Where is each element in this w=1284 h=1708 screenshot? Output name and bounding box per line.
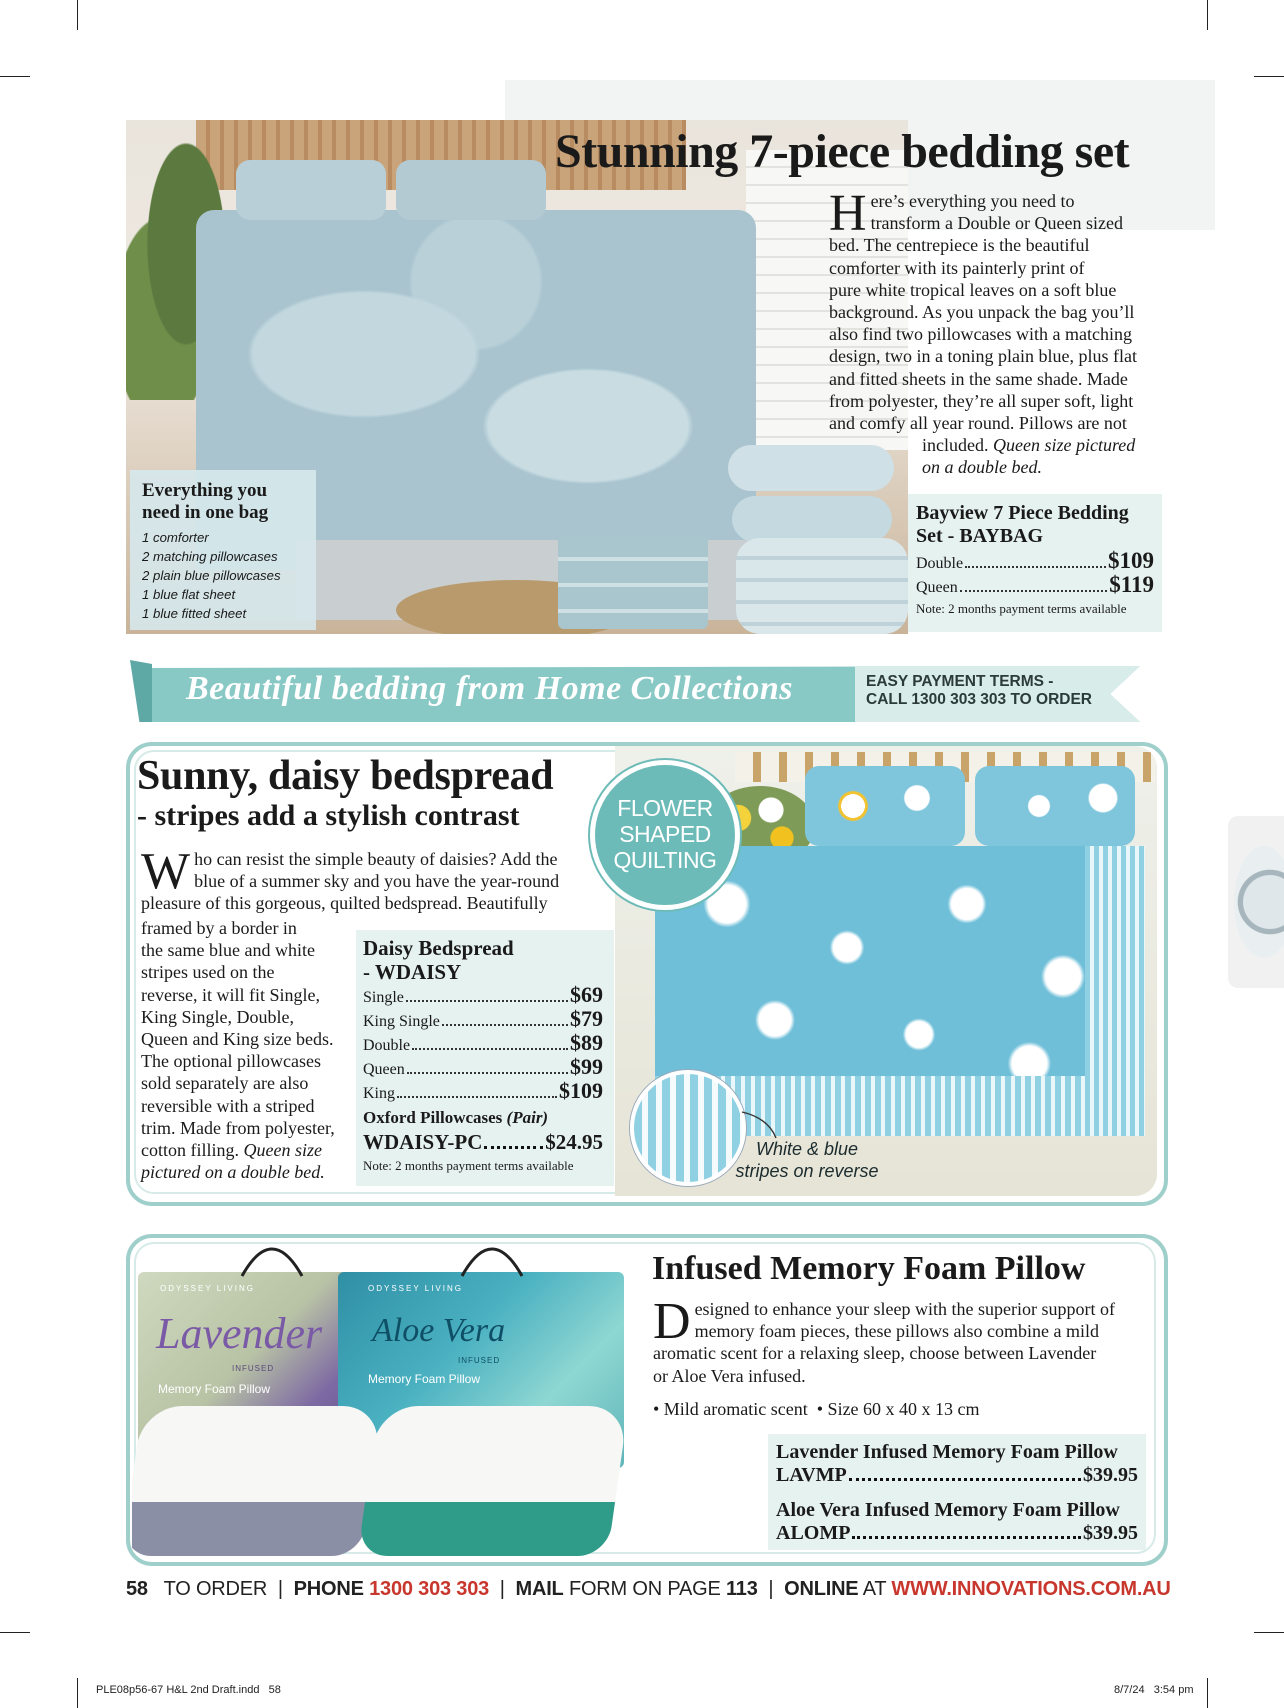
price-value: $119 (1109, 572, 1154, 597)
leader-dots (412, 1048, 568, 1050)
pillow-product (776, 1498, 1138, 1545)
price-row (363, 1030, 603, 1054)
pack-aloe-sub: INFUSED (458, 1356, 501, 1365)
leader-dots (484, 1146, 543, 1149)
price-note: Note: 2 months payment terms available (363, 1158, 574, 1173)
crop-mark (1254, 1632, 1284, 1633)
leader-dots (849, 1478, 1081, 1481)
body-line: or Aloe Vera infused. (653, 1365, 806, 1386)
price-rows (363, 982, 603, 1102)
badge-text (595, 795, 735, 873)
daisy-price-box (356, 930, 614, 1186)
footer-separator: | (494, 1578, 511, 1600)
pillow-price-row (776, 1522, 1138, 1545)
section3-title: Infused Memory Foam Pillow (652, 1250, 1086, 1287)
body-line: ho can resist the simple beauty of daisies? Add the (194, 849, 558, 869)
body-line (141, 1139, 356, 1161)
footer-to-order: TO ORDER (163, 1578, 268, 1600)
crop-mark (1207, 1678, 1208, 1708)
price-value: $109 (559, 1078, 603, 1103)
bed-pillow (236, 160, 386, 220)
price-value: $79 (570, 1006, 603, 1031)
body-line: memory foam pieces, these pillows also combine a mild (694, 1321, 1099, 1342)
price-label: Double (916, 555, 964, 572)
banner-terms-line: CALL 1300 303 303 TO ORDER (866, 691, 1092, 708)
slug-date: 8/7/24 3:54 pm (1114, 1684, 1194, 1696)
pillowcase-name (363, 1108, 548, 1128)
price-value: $69 (570, 982, 603, 1007)
bag-item: 1 comforter (142, 530, 209, 545)
banner-script: Beautiful bedding from Home Collections (186, 670, 793, 707)
price-label: King (363, 1085, 395, 1102)
footer-order-line (126, 1578, 1171, 1601)
price-name-line: Bayview 7 Piece Bedding (916, 502, 1129, 524)
footer-phone-label: PHONE (293, 1578, 364, 1600)
body-line: comforter with its painterly print of (829, 257, 1085, 278)
body-line: pleasure of this gorgeous, quilted bedspread. Beautifully (141, 893, 548, 914)
price-value: $99 (570, 1054, 603, 1079)
footer-url: WWW.INNOVATIONS.COM.AU (891, 1578, 1171, 1600)
leader-dots (852, 1536, 1081, 1539)
body-line: trim. Made from polyester, (141, 1117, 335, 1138)
dropcap: W (141, 843, 191, 900)
body-line: and fitted sheets in the same shade. Made (829, 368, 1128, 389)
lavender-pillow (132, 1406, 383, 1556)
footer-phone: 1300 303 303 (369, 1578, 490, 1600)
pillow-price-box (768, 1434, 1146, 1550)
section3-body (653, 1293, 1153, 1387)
section2-title: Sunny, daisy bedspread (137, 753, 554, 799)
price-value: $109 (1108, 548, 1154, 573)
bag-item: 1 blue fitted sheet (142, 606, 247, 621)
body-italic: Queen size (243, 1140, 322, 1161)
price-name-line: Set - BAYBAG (916, 525, 1044, 547)
body-line: also find two pillowcases with a matching (829, 324, 1132, 345)
section2-subtitle: - stripes add a stylish contrast (137, 799, 520, 832)
body-line: Queen and King size beds. (141, 1029, 334, 1050)
pillowcase-name-italic: (Pair) (506, 1108, 549, 1127)
body-italic: pictured on a double bed. (141, 1162, 325, 1183)
bag-heading (142, 480, 268, 524)
crop-mark (77, 0, 78, 30)
bayview-price-box (908, 494, 1162, 632)
body-line: framed by a border in (141, 918, 297, 938)
badge-line: QUILTING (613, 847, 717, 873)
pillow-product-name: Lavender Infused Memory Foam Pillow (776, 1441, 1118, 1463)
body-line: stripes used on the (141, 962, 275, 983)
banner (130, 660, 1140, 722)
footer-online-at: AT (862, 1578, 887, 1600)
bag-item: 2 matching pillowcases (142, 549, 278, 564)
banner-terms-line: EASY PAYMENT TERMS - (866, 673, 1054, 690)
pillowcase-price-row (363, 1130, 603, 1155)
crop-mark (1254, 76, 1284, 77)
pillow-value: $39.95 (1083, 1522, 1138, 1544)
footer-separator: | (272, 1578, 289, 1600)
body-line: the same blue and white (141, 940, 315, 961)
badge-line: FLOWER (617, 795, 713, 821)
body-line: aromatic scent for a relaxing sleep, choose between Lavender (653, 1343, 1097, 1364)
body-line: background. As you unpack the bag you’ll (829, 302, 1135, 323)
body-line: ere’s everything you need to (870, 191, 1075, 211)
pillow-code: ALOMP (776, 1522, 851, 1544)
folded-comforter (736, 538, 908, 634)
leader-dots (407, 1072, 568, 1074)
stripes-caption-line: stripes on reverse (735, 1161, 879, 1181)
section2-body-narrow (141, 917, 356, 1183)
section2-body-wide (141, 843, 611, 915)
price-row (363, 982, 603, 1006)
bag-item: 2 plain blue pillowcases (142, 568, 281, 583)
crop-mark (0, 76, 30, 77)
body-line: King Single, Double, (141, 1006, 294, 1027)
footer-mail-page: 113 (725, 1578, 758, 1600)
pack-aloe-title: Aloe Vera (372, 1312, 506, 1349)
leader-dots (960, 590, 1108, 592)
footer-mail-label: MAIL (515, 1578, 564, 1600)
pillowcase (732, 496, 892, 542)
body-plain: cotton filling. (141, 1140, 239, 1161)
pack-lavender-title: Lavender (156, 1309, 323, 1358)
banner-terms (866, 673, 1092, 709)
footer-online-label: ONLINE (784, 1578, 859, 1600)
body-line-tail (829, 434, 1179, 456)
price-row (363, 1078, 603, 1102)
pillow-price-row (776, 1464, 1138, 1487)
body-tail-italic: Queen size pictured (992, 435, 1136, 456)
swatch-pointer (740, 1110, 780, 1140)
pack-lavender-product: Memory Foam Pillow (158, 1382, 271, 1396)
pack-lavender-sub: INFUSED (232, 1364, 275, 1373)
leader-dots (442, 1024, 568, 1026)
price-rows (916, 548, 1154, 596)
footer-mail-rest: FORM ON PAGE (568, 1578, 721, 1600)
pack-brand: ODYSSEY LIVING (160, 1284, 255, 1293)
body-line (141, 1161, 356, 1183)
price-row (363, 1006, 603, 1030)
body-line: The optional pillowcases (141, 1051, 321, 1072)
bag-heading-line: Everything you (142, 480, 268, 501)
body-line: design, two in a toning plain blue, plus flat (829, 346, 1137, 367)
body-line: blue of a summer sky and you have the year-round (194, 871, 560, 892)
stripes-caption (722, 1138, 892, 1182)
daisy-pillow (975, 766, 1135, 846)
slug-file: PLE08p56-67 H&L 2nd Draft.indd 58 (96, 1684, 281, 1696)
section1-title: Stunning 7-piece bedding set (555, 125, 1130, 178)
daisy-pillow (805, 766, 965, 846)
price-row (916, 548, 1154, 572)
price-label: Double (363, 1037, 411, 1054)
price-label: Queen (363, 1061, 405, 1078)
flower-quilting-badge (590, 760, 740, 910)
folded-sheets (558, 535, 708, 629)
body-line: from polyester, they’re all super soft, light (829, 390, 1134, 411)
footer-separator: | (763, 1578, 779, 1600)
crop-mark (0, 1632, 30, 1633)
body-tail: included. (922, 435, 989, 456)
body-line: bed. The centrepiece is the beautiful (829, 235, 1090, 256)
price-row (916, 572, 1154, 596)
bag-item: 1 blue flat sheet (142, 587, 236, 602)
pillow-value: $39.95 (1083, 1464, 1138, 1486)
dropcap: D (653, 1293, 691, 1350)
price-label: Queen (916, 579, 958, 596)
pillowcase-name-text: Oxford Pillowcases (363, 1108, 503, 1127)
price-label: King Single (363, 1013, 440, 1030)
pillow-product (776, 1440, 1138, 1487)
pack-handles (132, 1226, 652, 1286)
stripe-side (1085, 846, 1145, 1136)
aloe-pillow (357, 1406, 628, 1556)
price-row (363, 1054, 603, 1078)
leader-dots (397, 1096, 557, 1098)
crop-mark (1207, 0, 1208, 30)
dropcap: H (829, 185, 867, 242)
price-note: Note: 2 months payment terms available (916, 601, 1127, 616)
crop-mark (77, 1678, 78, 1708)
pack-brand: ODYSSEY LIVING (368, 1284, 463, 1293)
price-name-line: Daisy Bedspread (363, 936, 514, 960)
body-line: esigned to enhance your sleep with the superior support of (694, 1299, 1115, 1319)
pillow-code: LAVMP (776, 1464, 847, 1486)
price-name-line: - WDAISY (363, 960, 462, 984)
section1-body (829, 185, 1179, 479)
pillow-product-name: Aloe Vera Infused Memory Foam Pillow (776, 1499, 1120, 1521)
page-number: 58 (126, 1578, 148, 1600)
leader-dots (406, 1000, 568, 1002)
price-value: $89 (570, 1030, 603, 1055)
pillow-photo (132, 1226, 652, 1572)
body-line: sold separately are also (141, 1073, 309, 1094)
pillowcase-code: WDAISY-PC (363, 1130, 483, 1154)
leader-dots (965, 566, 1106, 568)
price-label: Single (363, 989, 404, 1006)
pillowcase-value: $24.95 (545, 1130, 603, 1154)
pack-aloe-product: Memory Foam Pillow (368, 1372, 481, 1386)
stripes-caption-line: White & blue (755, 1139, 859, 1159)
bag-contents-box (130, 470, 316, 630)
body-line: pure white tropical leaves on a soft blue (829, 279, 1117, 300)
bag-items (142, 528, 281, 623)
body-line-tail (829, 456, 1179, 478)
body-line: transform a Double or Queen sized (870, 213, 1123, 234)
section3-bullets: • Mild aromatic scent • Size 60 x 40 x 13 cm (653, 1399, 980, 1419)
body-tail-italic: on a double bed. (922, 457, 1042, 478)
body-line: reverse, it will fit Single, (141, 984, 320, 1005)
bag-heading-line: need in one bag (142, 502, 269, 523)
body-line: and comfy all year round. Pillows are not (829, 413, 1127, 434)
body-line: reversible with a striped (141, 1095, 315, 1116)
badge-line: SHAPED (619, 821, 711, 847)
price-name (916, 502, 1129, 548)
bed-pillow (396, 160, 546, 220)
price-name (363, 936, 514, 984)
